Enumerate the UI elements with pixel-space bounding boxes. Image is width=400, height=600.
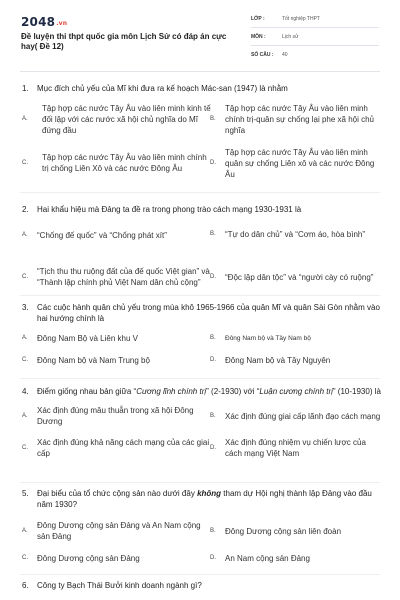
meta-value: Tốt nghiệp THPT [282, 15, 320, 22]
options [22, 330, 382, 370]
option-text: Tập hợp các nước Tây Âu vào liên minh kinh tế đối lập với các nước xã hội chủ nghĩa do Mĩ đứng đầu [42, 103, 211, 135]
option-text: Tập hợp các nước Tây Âu vào liên minh quân sự chống Liên xô và các nước Đông Âu [225, 147, 375, 179]
option-c[interactable] [22, 552, 210, 564]
option-text: “Tịch thu thu ruộng đất của đế quốc Việt gian” và “Thành lập chính phủ Việt Nam dân chủ cộng” [37, 267, 210, 287]
option-b[interactable] [210, 100, 382, 138]
option-d[interactable] [210, 264, 382, 290]
question-divider [20, 378, 380, 379]
stem-part: ” (10-1930) là [332, 387, 381, 396]
option-b[interactable] [210, 403, 382, 429]
option-c[interactable] [22, 435, 210, 461]
option-text: Xác định đúng nhiệm vụ chiến lược của cách mạng Việt Nam [225, 438, 366, 458]
option-text: Đông Nam bộ và Tây Nam bộ [225, 334, 311, 342]
option-a[interactable] [22, 403, 210, 429]
option-text: “Chống đế quốc” và “Chống phát xít” [37, 230, 167, 240]
stem-emphasis: Cương lĩnh chính trị [136, 387, 207, 396]
meta-row-count [251, 46, 379, 63]
option-letter: B. [210, 527, 216, 534]
option-text: “Độc lập dân tộc” và “người cày có ruộng” [225, 272, 374, 282]
question-divider [20, 295, 380, 296]
option-text: Đông Nam bộ và Tây Nguyên [225, 355, 331, 365]
option-d[interactable] [210, 144, 382, 182]
metadata-table [251, 10, 379, 63]
option-letter: B. [210, 115, 216, 122]
option-letter: A. [22, 334, 28, 341]
question-text: Công ty Bạch Thái Bưởi kinh doanh ngành gì? [37, 581, 202, 590]
question-divider [20, 482, 380, 483]
option-letter: C. [22, 444, 28, 451]
option-letter: B. [210, 230, 216, 237]
header-divider [20, 71, 380, 72]
question-4 [22, 386, 382, 463]
option-d[interactable] [210, 354, 382, 366]
option-letter: C. [22, 554, 28, 561]
question-stem [22, 204, 382, 215]
stem-part: Đại biểu của tổ chức cộng sản nào dưới đây [37, 489, 198, 498]
option-text: Tập hợp các nước Tây Âu vào liên minh chính trị-quân sự chống lại phe xã hội chủ nghĩa [225, 103, 375, 135]
question-divider [20, 192, 380, 193]
option-letter: C. [22, 159, 28, 166]
meta-label: MÔN : [251, 33, 266, 40]
stem-part: ” (2-1930) với “ [206, 387, 260, 396]
option-letter: D. [210, 356, 216, 363]
option-d[interactable] [210, 435, 382, 461]
question-2 [22, 204, 382, 305]
option-letter: D. [210, 159, 216, 166]
question-text [37, 386, 382, 397]
question-number: 1. [22, 84, 29, 93]
option-b[interactable] [210, 525, 382, 537]
options [22, 100, 382, 186]
option-letter: C. [22, 273, 28, 280]
question-divider [20, 574, 380, 575]
question-text [37, 488, 382, 510]
option-c[interactable] [22, 144, 212, 182]
site-logo[interactable] [21, 15, 67, 29]
option-b[interactable] [210, 332, 382, 344]
option-text: An Nam cộng sản Đảng [225, 553, 310, 563]
option-text: Đông Dương cộng sản Đảng [37, 553, 140, 563]
option-text: Tập hợp các nước Tây Âu vào liên minh chính trị chống Liên Xô và các nước Đông Âu [42, 153, 207, 173]
option-text: Đông Nam Bộ và Liên khu V [37, 333, 138, 343]
options [22, 516, 382, 572]
stem-part: Điểm giống nhau bản giữa “ [37, 387, 137, 396]
option-letter: D. [210, 273, 216, 280]
question-number: 4. [22, 387, 29, 396]
options [22, 221, 382, 305]
meta-label: LỚP : [251, 15, 265, 22]
question-stem [22, 386, 382, 397]
option-letter: D. [210, 554, 216, 561]
option-text: “Tự do dân chủ” và “Cơm áo, hòa bình” [225, 229, 365, 239]
meta-row-subject [251, 28, 379, 46]
option-letter: B. [210, 334, 216, 341]
question-text: Các cuộc hành quân chủ yếu trong mùa khô 1965-1966 của quân Mĩ và quân Sài Gòn nhằm vào hai hướng chính là [37, 303, 380, 323]
question-text: Mục đích chủ yếu của Mĩ khi đưa ra kế hoạch Mác-san (1947) là nhằm [37, 84, 288, 93]
option-letter: B. [210, 412, 216, 419]
option-letter: D. [210, 444, 216, 451]
option-d[interactable] [210, 552, 382, 564]
option-c[interactable] [22, 354, 210, 366]
stem-emphasis: Luận cương chính trị [259, 387, 333, 396]
option-text: Xác định đúng khả năng cách mạng của các giai cấp [37, 438, 210, 458]
option-letter: A. [22, 231, 28, 238]
question-1 [22, 83, 382, 186]
option-text: Đông Nam bộ và Nam Trung bộ [37, 355, 150, 365]
option-a[interactable] [22, 100, 212, 138]
option-letter: A. [22, 412, 28, 419]
meta-row-class [251, 10, 379, 28]
question-stem [22, 580, 382, 591]
question-number: 2. [22, 205, 29, 214]
meta-value: 40 [282, 51, 288, 58]
question-text: Hai khẩu hiệu mà Đảng ta đề ra trong phong trào cách mạng 1930-1931 là [37, 205, 302, 214]
question-stem [22, 488, 382, 510]
question-6 [22, 580, 382, 591]
stem-emphasis: không [197, 489, 222, 498]
question-number: 5. [22, 489, 29, 498]
options [22, 403, 382, 463]
option-text: Xác định đúng mâu thuẫn trong xã hội Đông Dương [37, 406, 194, 426]
option-letter: A. [22, 115, 28, 122]
option-a[interactable] [22, 332, 210, 344]
document-header [0, 0, 400, 68]
question-stem [22, 83, 382, 94]
logo-suffix: .vn [56, 20, 68, 27]
option-a[interactable] [22, 518, 210, 544]
option-letter: C. [22, 356, 28, 363]
meta-label: SỐ CÂU : [251, 51, 274, 58]
option-text: Đông Dương cộng sản liên đoàn [225, 526, 342, 536]
option-letter: A. [22, 527, 28, 534]
document-title: Đề luyện thi thpt quốc gia môn Lịch Sử có đáp án cực hay( Đề 12) [21, 32, 227, 51]
logo-text: 2048 [21, 15, 56, 29]
option-text: Đông Dương cộng sản Đảng và An Nam cộng sản Đảng [37, 521, 201, 541]
option-b[interactable] [210, 221, 382, 247]
question-number: 6. [22, 581, 29, 590]
question-stem [22, 302, 382, 324]
meta-value: Lịch sử [282, 33, 299, 40]
option-c[interactable] [22, 257, 210, 297]
question-3 [22, 302, 382, 370]
question-5 [22, 488, 382, 572]
stem-part: tham dự Hội nghị thành lập Đảng vào đầu năm 1930? [37, 489, 372, 509]
option-a[interactable] [22, 224, 210, 246]
option-text: Xác định đúng giai cấp lãnh đạo cách mạng [225, 411, 381, 421]
question-number: 3. [22, 303, 29, 312]
